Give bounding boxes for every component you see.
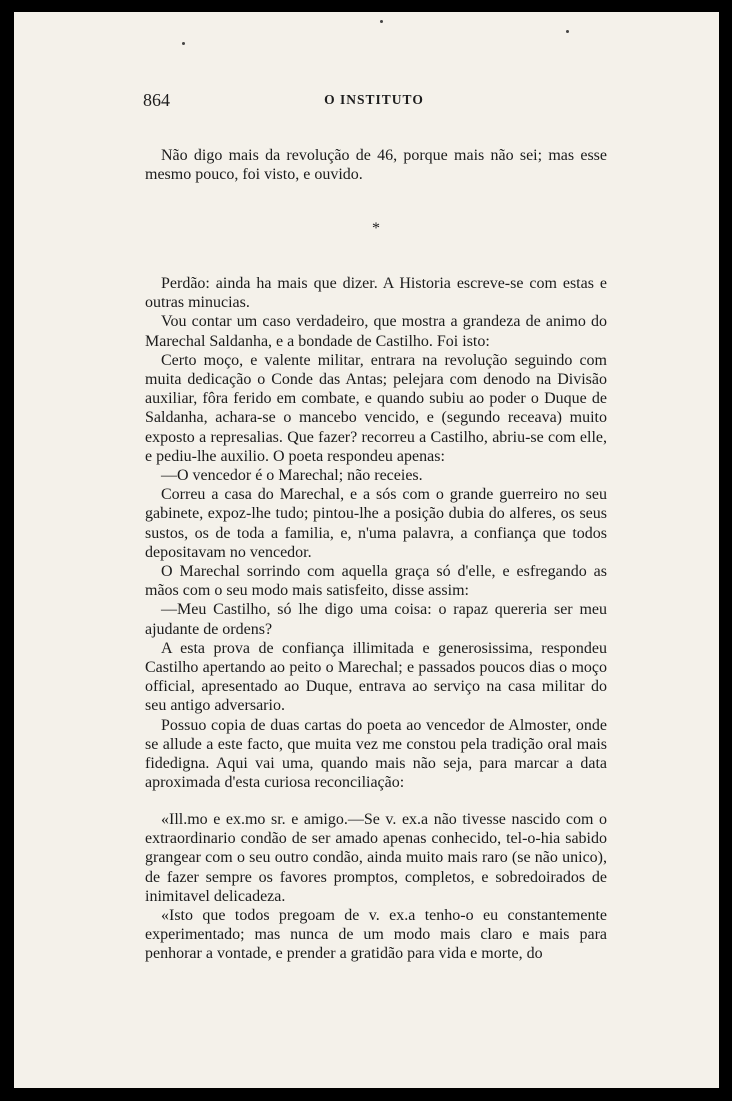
paragraph: Perdão: ainda ha mais que dizer. A Historia escreve-se com estas e outras minucias. xyxy=(145,275,607,312)
paragraph: Correu a casa do Marechal, e a sós com o grande guerreiro no seu gabinete, expoz-lhe tudo; pintou-lhe a posição dubia do alferes, os seus sustos, os de toda a familia, e, n'uma palavra, a confiança que todos depositavam no vencedor. xyxy=(145,486,607,561)
paper-speck xyxy=(182,42,185,45)
letter-paragraph: «Isto que todos pregoam de v. ex.a tenho-o eu constantemente experimentado; mas nunca de um modo mais claro e mais para penhorar a vontade, e prender a gratidão para vida e morte, do xyxy=(145,907,607,963)
page-header xyxy=(143,90,605,114)
paper-speck xyxy=(566,30,569,33)
intro-paragraph-block xyxy=(145,146,607,184)
paragraph: —O vencedor é o Marechal; não receies. xyxy=(161,467,423,485)
paper-speck xyxy=(380,20,383,23)
letter-paragraph: «Ill.mo e ex.mo sr. e amigo.—Se v. ex.a não tivesse nascido com o extraordinario condão de ser amado apenas conhecido, tel-o-hia sabido grangear com o seu outro condão, ainda muito mais raro (se não unico), de fazer sempre os favores promptos, completos, e sobredoirados de inimitavel delicadeza. xyxy=(145,811,607,905)
section-separator: * xyxy=(372,220,380,237)
running-title: O INSTITUTO xyxy=(324,92,424,107)
paragraph: Não digo mais da revolução de 46, porque mais não sei; mas esse mesmo pouco, foi visto, e ouvido. xyxy=(145,147,607,184)
main-text-block xyxy=(145,274,607,792)
paragraph: Vou contar um caso verdadeiro, que mostra a grandeza de animo do Marechal Saldanha, e a bondade de Castilho. Foi isto: xyxy=(145,313,607,350)
paragraph: —Meu Castilho, só lhe digo uma coisa: o rapaz quereria ser meu ajudante de ordens? xyxy=(145,601,607,638)
paragraph: A esta prova de confiança illimitada e generosissima, respondeu Castilho apertando ao peito o Marechal; e passados poucos dias o moço official, apresentado ao Duque, entrava ao serviço na casa militar do seu antigo adversario. xyxy=(145,639,607,715)
paragraph: O Marechal sorrindo com aquella graça só d'elle, e esfregando as mãos com o seu modo mais satisfeito, disse assim: xyxy=(145,563,607,600)
paragraph: Certo moço, e valente militar, entrara na revolução seguindo com muita dedicação o Conde das Antas; pelejara com denodo na Divisão auxiliar, fôra ferido em combate, e quando subiu ao poder o Duque de Saldanha, achara-se o mancebo vencido, e (segundo receava) muito exposto a represalias. Que fazer? recorreu a Castilho, abriu-se com elle, e pediu-lhe auxilio. O poeta respondeu apenas: xyxy=(145,351,607,465)
page-number: 864 xyxy=(143,90,170,110)
letter-text-block xyxy=(145,810,607,964)
paragraph: Possuo copia de duas cartas do poeta ao vencedor de Almoster, onde se allude a este facto, que muita vez me constou pela tradição oral mais fidedigna. Aqui vai uma, quando mais não seja, para marcar a data aproximada d'esta curiosa reconciliação: xyxy=(145,716,607,792)
